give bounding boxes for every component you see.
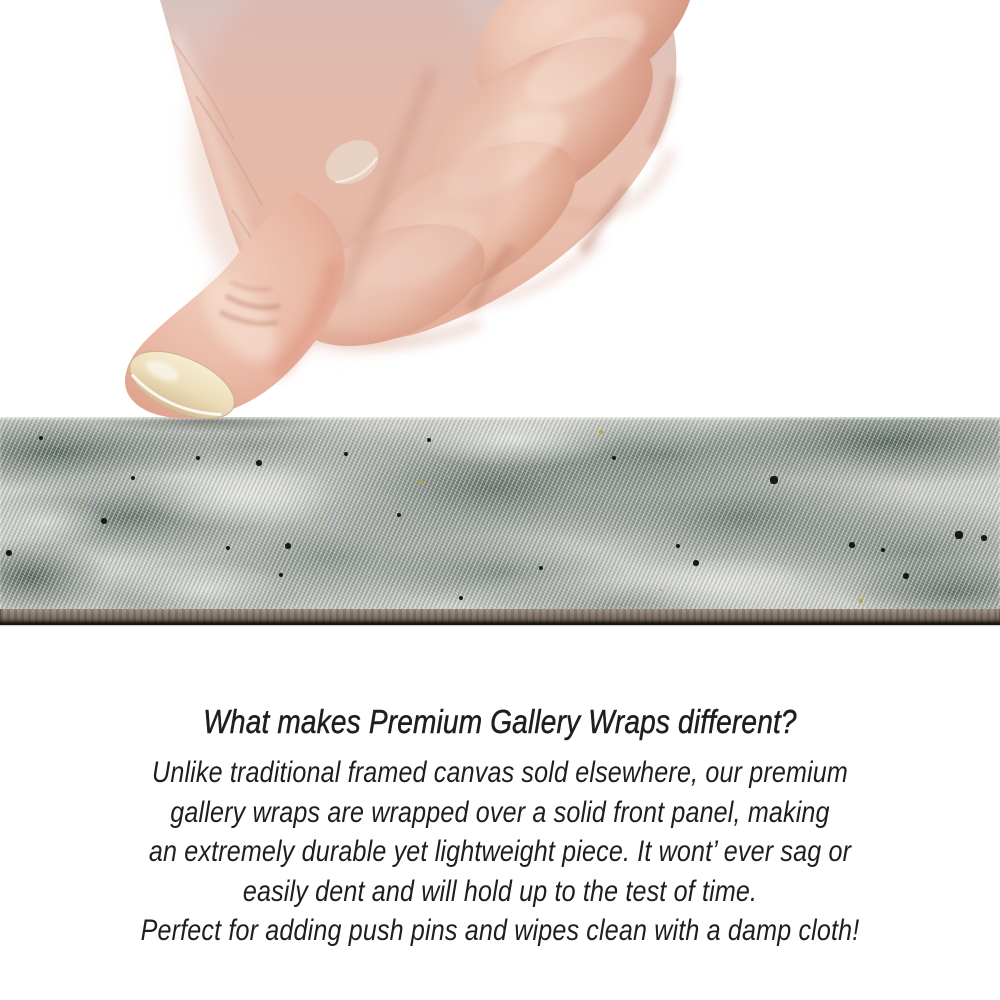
hand-photo: [0, 0, 1000, 420]
caption-line-1: Unlike traditional framed canvas sold elsewhere, our premium: [152, 756, 848, 789]
canvas-texture: [0, 417, 1000, 609]
caption-heading: What makes Premium Gallery Wraps different?: [203, 703, 797, 740]
caption: [0, 700, 1000, 951]
caption-line-4: easily dent and will hold up to the test of time.: [242, 874, 758, 908]
caption-line-3: an extremely durable yet lightweight piece. It wont’ ever sag or: [148, 835, 852, 868]
caption-line-5: Perfect for adding push pins and wipes clean with a damp cloth!: [140, 914, 860, 947]
canvas-edge-strip: [0, 417, 1000, 625]
caption-line-2: gallery wraps are wrapped over a solid front panel, making: [170, 795, 830, 829]
caption-inner: [75, 700, 925, 951]
panel-edge: [0, 609, 1000, 625]
